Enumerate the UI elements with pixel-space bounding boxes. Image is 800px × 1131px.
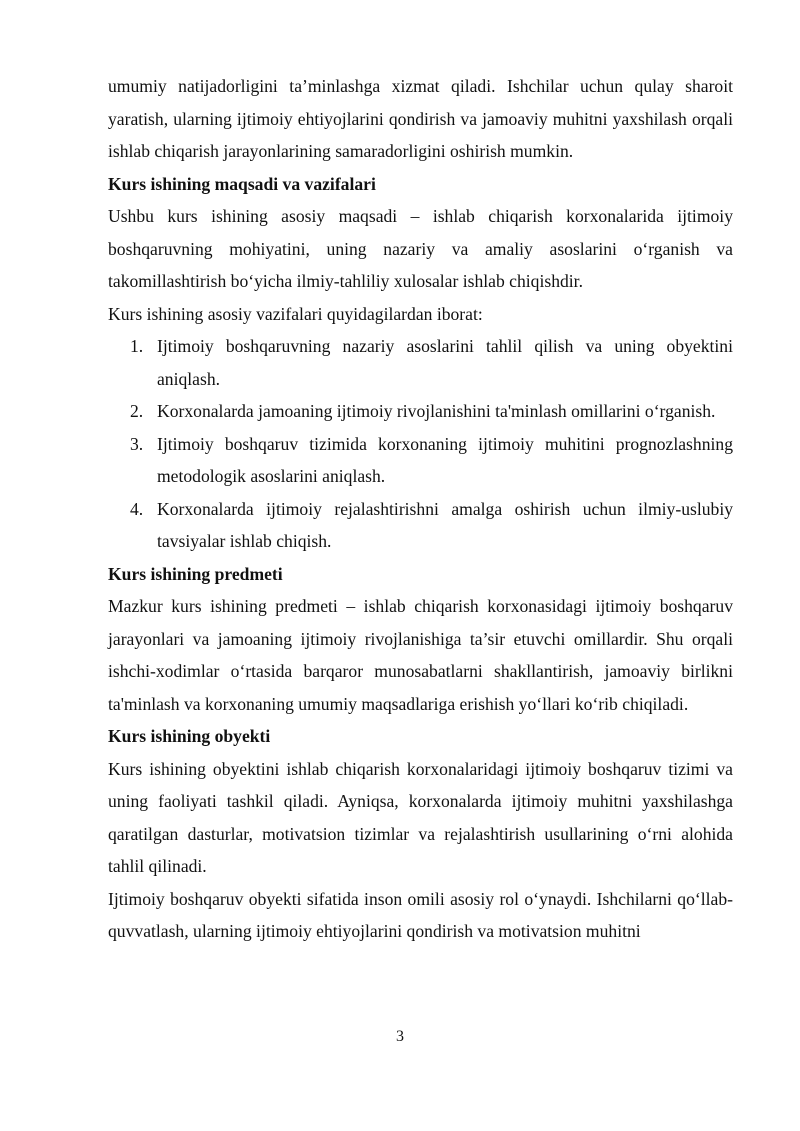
object-paragraph-continued: Ijtimoiy boshqaruv obyekti sifatida inson omili asosiy rol o‘ynaydi. Ishchilarni qo‘llab-quvvatlash, ularning ijtimoiy ehtiyojlarini qondirish va motivatsion muhitni [108, 888, 733, 941]
list-item-number: 2. [130, 401, 144, 421]
list-item-number: 4. [130, 498, 144, 519]
list-item-text: Korxonalarda jamoaning ijtimoiy rivojlanishini ta'minlash omillarini o‘rganish. [157, 401, 716, 421]
list-item-text: Korxonalarda ijtimoiy rejalashtirishni amalga oshirish uchun ilmiy-uslubiy tavsiyalar ishlab chiqish. [157, 498, 733, 551]
list-item-number: 3. [130, 433, 144, 454]
list-item [108, 493, 733, 558]
tasks-list [108, 330, 733, 558]
goals-paragraph: Ushbu kurs ishining asosiy maqsadi – ishlab chiqarish korxonalarida ijtimoiy boshqaruvning mohiyatini, uning nazariy va amaliy asoslarini o‘rganish va takomillashtirish bo‘yicha ilmiy-tahliliy xulosalar ishlab chiqishdir. [108, 206, 733, 291]
document-page [108, 70, 733, 948]
page-number: 3 [396, 1028, 404, 1045]
intro-paragraph: umumiy natijadorligini ta’minlashga xizmat qiladi. Ishchilar uchun qulay sharoit yaratish, ularning ijtimoiy ehtiyojlarini qondirish va jamoaviy muhitni yaxshilash orqali ishlab chiqarish jarayonlarining samaradorligini oshirish mumkin. [108, 76, 733, 161]
section-heading-subject: Kurs ishining predmeti [108, 563, 283, 584]
section-heading-object: Kurs ishining obyekti [108, 726, 271, 746]
list-item-number: 1. [130, 336, 144, 356]
list-item [108, 395, 733, 428]
section-heading-goals: Kurs ishining maqsadi va vazifalari [108, 173, 376, 194]
object-paragraph: Kurs ishining obyektini ishlab chiqarish korxonalaridagi ijtimoiy boshqaruv tizimi va uning faoliyati tashkil qiladi. Ayniqsa, korxonalarda ijtimoiy muhitni yaxshilashga qaratilgan dasturlar, motivatsion tizimlar va rejalashtirish usullarining o‘rni alohida tahlil qilinadi. [108, 758, 733, 876]
list-item [108, 428, 733, 493]
subject-paragraph: Mazkur kurs ishining predmeti – ishlab chiqarish korxonasidagi ijtimoiy boshqaruv jarayonlari va jamoaning ijtimoiy rivojlanishiga ta’sir etuvchi omillardir. Shu orqali ishchi-xodimlar o‘rtasida barqaror munosabatlarni shakllantirish, jamoaviy birlikni ta'minlash va korxonaning umumiy maqsadlariga erishish yo‘llari ko‘rib chiqiladi. [108, 596, 733, 714]
list-item-text: Ijtimoiy boshqaruvning nazariy asoslarini tahlil qilish va uning obyektini aniqlash. [157, 336, 733, 389]
list-item [108, 330, 733, 395]
tasks-intro-paragraph: Kurs ishining asosiy vazifalari quyidagilardan iborat: [108, 303, 483, 324]
list-item-text: Ijtimoiy boshqaruv tizimida korxonaning ijtimoiy muhitini prognozlashning metodologik asoslarini aniqlash. [157, 433, 733, 486]
